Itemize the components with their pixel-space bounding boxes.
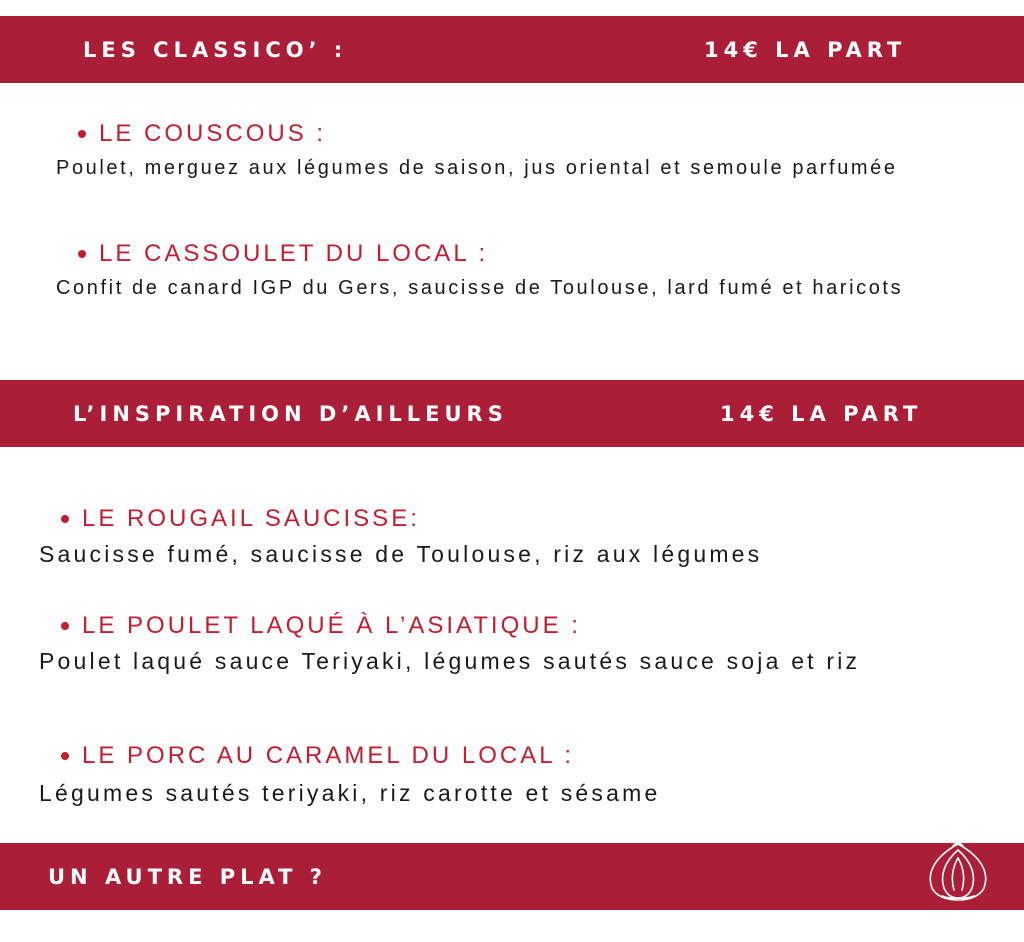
menu-item-title: [78, 120, 326, 148]
onion-logo-icon: [918, 836, 998, 902]
bullet-icon: [78, 130, 86, 138]
menu-item-title: [61, 612, 581, 640]
menu-item-name: LE CASSOULET DU LOCAL :: [99, 240, 489, 267]
footer-band: [0, 843, 1024, 910]
menu-item-description: Poulet, merguez aux légumes de saison, jus oriental et semoule parfumée: [56, 157, 898, 179]
footer-title: UN AUTRE PLAT ?: [48, 864, 327, 889]
bullet-icon: [61, 622, 69, 630]
section-title: LES CLASSICO’ :: [83, 37, 348, 62]
menu-item-title: [78, 240, 488, 268]
menu-item-name: LE ROUGAIL SAUCISSE:: [82, 505, 420, 532]
menu-item-name: LE PORC AU CARAMEL DU LOCAL :: [82, 742, 574, 769]
section-price: 14€ LA PART: [720, 401, 923, 426]
menu-item-name: LE COUSCOUS :: [99, 120, 327, 147]
section-header-classico: [0, 16, 1024, 83]
bullet-icon: [61, 752, 69, 760]
menu-item-description: Légumes sautés teriyaki, riz carotte et sésame: [39, 780, 661, 806]
section-header-inspiration: [0, 380, 1024, 447]
menu-item-description: Confit de canard IGP du Gers, saucisse de Toulouse, lard fumé et haricots: [56, 277, 904, 299]
menu-item-description: Saucisse fumé, saucisse de Toulouse, riz aux légumes: [39, 541, 763, 567]
menu-item-description: Poulet laqué sauce Teriyaki, légumes sautés sauce soja et riz: [39, 648, 861, 674]
menu-item-name: LE POULET LAQUÉ À L’ASIATIQUE :: [82, 612, 581, 639]
bullet-icon: [78, 250, 86, 258]
section-title: L’INSPIRATION D’AILLEURS: [73, 401, 508, 426]
menu-item-title: [61, 505, 420, 533]
bullet-icon: [61, 515, 69, 523]
menu-item-title: [61, 742, 574, 770]
section-price: 14€ LA PART: [704, 37, 907, 62]
